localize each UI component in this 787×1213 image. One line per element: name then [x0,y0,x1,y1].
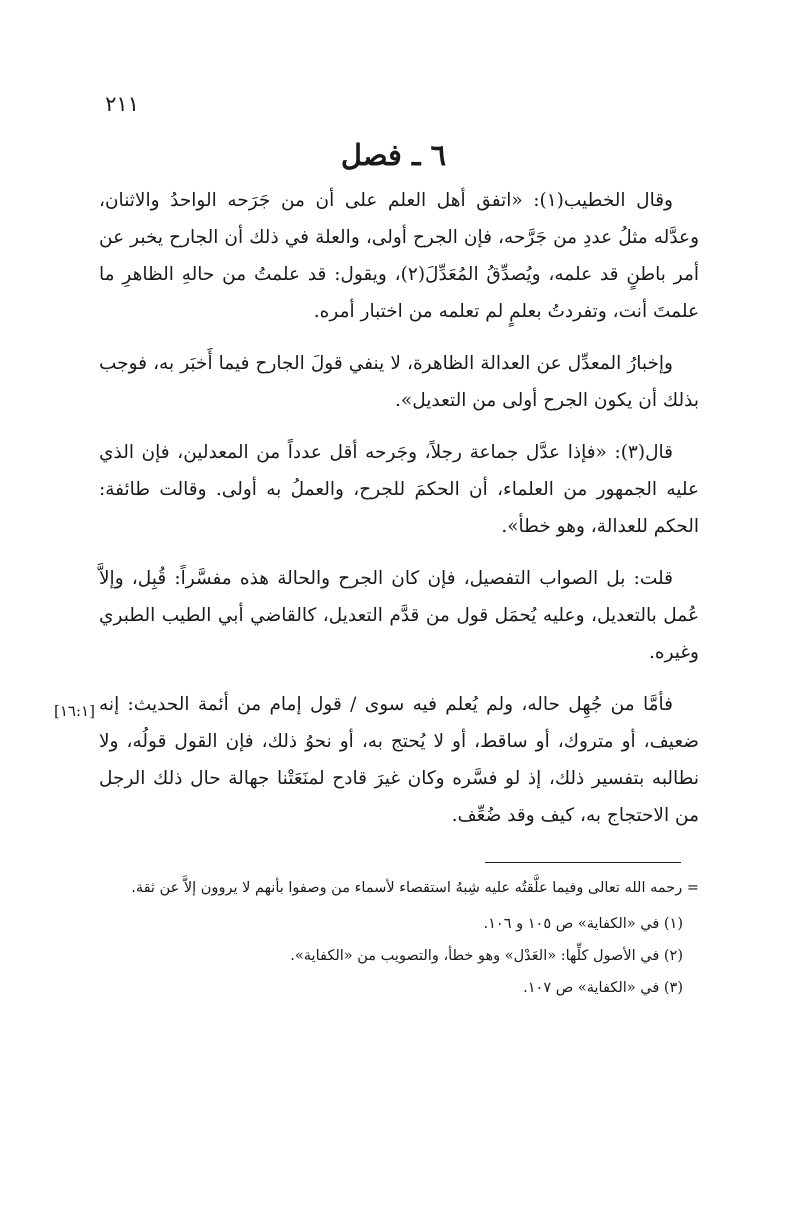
footnotes [89,874,699,1006]
chapter-title: ٦ ـ فصل [340,138,447,172]
paragraph-tafsil: قلت: بل الصواب التفصيل، فإن كان الجرح والحالة هذه مفسَّراً: قُبِل، وإلاَّ عُمل بالتعديل، وعليه يُحمَل قول من قدَّم التعديل، كالقاضي أبي الطيب الطبري وغيره. [99,568,699,663]
page-number: ٢١١ [105,92,139,116]
footnote-1: (١) في «الكفاية» ص ١٠٥ و ١٠٦. [483,916,683,932]
footnote-2: (٢) في الأصول كلِّها: «العَدْل» وهو خطأ، والتصويب من «الكفاية». [290,948,683,964]
paragraph-khatib-quote: وقال الخطيب(١): «اتفق أهل العلم على أن من جَرَحه الواحدُ والاثنان، وعدَّله مثلُ عددِ من جَرَّحه، فإن الجرح أولى، والعلة في ذلك أن الجارح يخبر عن أمر باطنٍ قد علمه، ويُصدِّقُ المُعَدِّلَ(٢)، ويقول: قد علمتُ من حالهِ الظاهرِ ما علمتَ أنت، وتفردتُ بعلمٍ لم تعلمه من اختبار أمره. [99,190,699,322]
main-text [99,182,699,849]
footnote-divider [485,862,681,863]
footnote-continuation: = رحمه الله تعالى وفيما علَّقتُه عليه شِبهُ استقصاء لأسماء من وصفوا بأنهم لا يروون إلاَّ عن ثقة. [131,880,699,896]
paragraph-majhul: فأمَّا من جُهِل حاله، ولم يُعلم فيه سوى / قول إمام من أئمة الحديث: إنه ضعيف، أو متروك، أو ساقط، أو لا يُحتج به، أو نحوُ ذلك، فإن القول قولُه، ولا نطالبه بتفسير ذلك، إذ لو فسَّره وكان غيرَ قادح لمنَعَتْنا جهالة حال ذلك الرجل من الاحتجاج به، كيف وقد ضُعِّف. [99,694,699,826]
footnote-3: (٣) في «الكفاية» ص ١٠٧. [523,980,683,996]
paragraph-muaddil: وإخبارُ المعدِّل عن العدالة الظاهرة، لا ينفي قولَ الجارح فيما أَخبَر به، فوجب بذلك أن يكون الجرح أولى من التعديل». [99,353,699,411]
footnote-list [89,910,699,1002]
margin-reference: [١٦:١] [54,702,95,720]
paragraph-jamaah: قال(٣): «فإذا عدَّل جماعة رجلاً، وجَرحه أقل عدداً من المعدلين، فإن الذي عليه الجمهور من العلماء، أن الحكمَ للجرح، والعملُ به أولى. وقالت طائفة: الحكم للعدالة، وهو خطأ». [99,442,699,537]
